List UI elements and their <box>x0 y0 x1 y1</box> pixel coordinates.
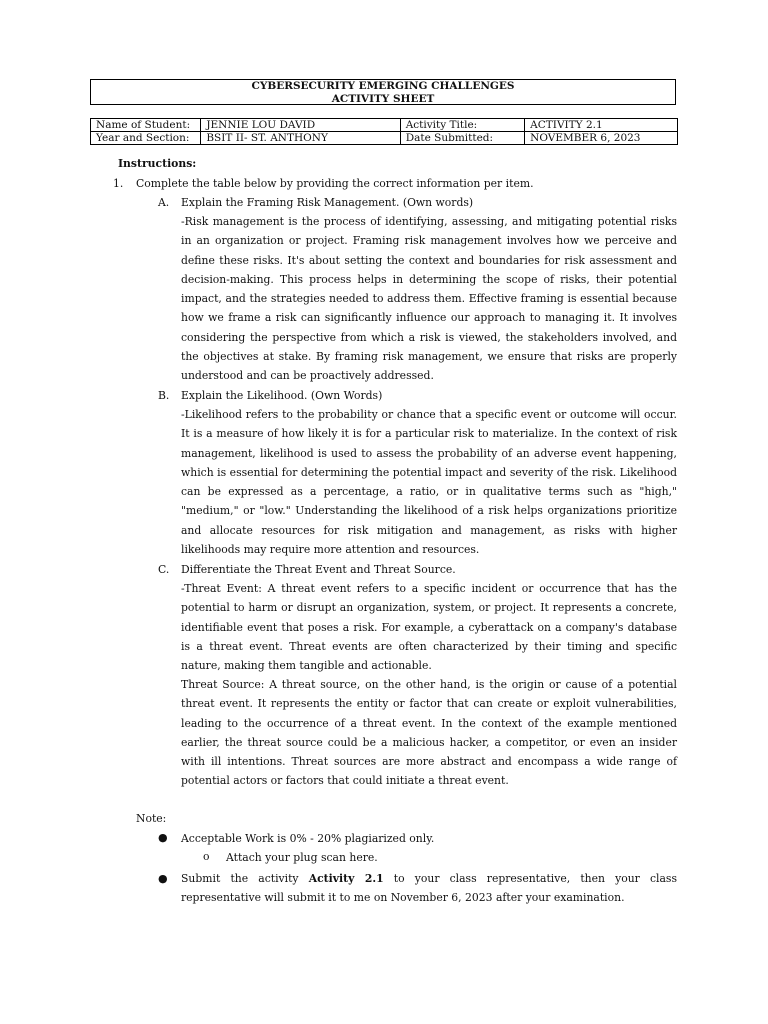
date-value: NOVEMBER 6, 2023 <box>525 132 678 145</box>
bullet-icon: ● <box>158 872 168 885</box>
date-label: Date Submitted: <box>400 132 524 145</box>
question-letter-b: B. <box>158 389 170 402</box>
note-sub-bullet: Attach your plug scan here. <box>226 851 378 864</box>
answer-b: -Likelihood refers to the probability or chance that a specific event or outcome will occur. It is a measure of how likely it is for a particular risk to materialize. In the context of risk management, likelihood is used to assess the probability of an adverse event happening, which is essential for determining the potential impact and severity of the risk. Likelihood can be expressed as a percentage, a ratio, or in qualitative terms such as "high," "medium," or "low." Understanding the likelihood of a risk helps organizations prioritize and allocate resources for risk mitigation and management, as risks with higher likelihoods may require more attention and resources. <box>181 408 677 557</box>
student-info-table <box>90 118 678 145</box>
item-text: Complete the table below by providing the correct information per item. <box>136 177 534 190</box>
table-row <box>91 119 678 132</box>
bullet-icon: ● <box>158 831 168 844</box>
year-label: Year and Section: <box>91 132 201 145</box>
note-bullet-1: Acceptable Work is 0% - 20% plagiarized only. <box>181 832 435 845</box>
answer-c-threat-event: -Threat Event: A threat event refers to a specific incident or occurrence that has the potential to harm or disrupt an organization, system, or project. It represents a concrete, identifiable event that poses a risk. For example, a cyberattack on a company's database is a threat event. Threat events are often characterized by their timing and specific nature, making them tangible and actionable. <box>181 582 677 673</box>
note-bullet-2-pre: Submit the activity <box>181 872 309 885</box>
question-letter-c: C. <box>158 563 170 576</box>
answer-a: -Risk management is the process of identifying, assessing, and mitigating potential risks in an organization or project. Framing risk management involves how we perceive and define these risks. It's about setting the context and boundaries for risk assessment and decision-making. This process helps in determining the scope of risks, their potential impact, and the strategies needed to address them. Effective framing is essential because how we frame a risk can significantly influence our approach to managing it. It involves considering the perspective from which a risk is viewed, the stakeholders involved, and the objectives at stake. By framing risk management, we ensure that risks are properly understood and can be proactively addressed. <box>181 215 677 383</box>
note-heading: Note: <box>136 812 167 825</box>
table-row <box>91 132 678 145</box>
activity-title-value: ACTIVITY 2.1 <box>525 119 678 132</box>
document-title: CYBERSECURITY EMERGING CHALLENGES <box>251 80 515 92</box>
question-letter-a: A. <box>158 196 170 209</box>
question-b: Explain the Likelihood. (Own Words) <box>181 389 383 402</box>
year-value: BSIT II- ST. ANTHONY <box>201 132 400 145</box>
question-c: Differentiate the Threat Event and Threat Source. <box>181 563 456 576</box>
note-bullet-2 <box>181 869 677 908</box>
document-subtitle: ACTIVITY SHEET <box>331 92 435 105</box>
question-a: Explain the Framing Risk Management. (Own words) <box>181 196 474 209</box>
sub-bullet-icon: o <box>203 850 210 863</box>
note-bullet-2-post: to your class representative, then your class representative will submit it to me on November 6, 2023 after your examination. <box>181 872 677 905</box>
name-value: JENNIE LOU DAVID <box>201 119 400 132</box>
instructions-heading: Instructions: <box>118 157 197 170</box>
name-label: Name of Student: <box>91 119 201 132</box>
item-number: 1. <box>113 177 124 190</box>
note-bullet-2-activity: Activity 2.1 <box>308 872 384 885</box>
title-box <box>90 79 676 105</box>
answer-c-threat-source: Threat Source: A threat source, on the other hand, is the origin or cause of a potential threat event. It represents the entity or factor that can create or exploit vulnerabilities, leading to the occurrence of a threat event. In the context of the example mentioned earlier, the threat source could be a malicious hacker, a competitor, or even an insider with ill intentions. Threat sources are more abstract and encompass a wide range of potential actors or factors that could initiate a threat event. <box>181 678 677 788</box>
activity-title-label: Activity Title: <box>400 119 524 132</box>
